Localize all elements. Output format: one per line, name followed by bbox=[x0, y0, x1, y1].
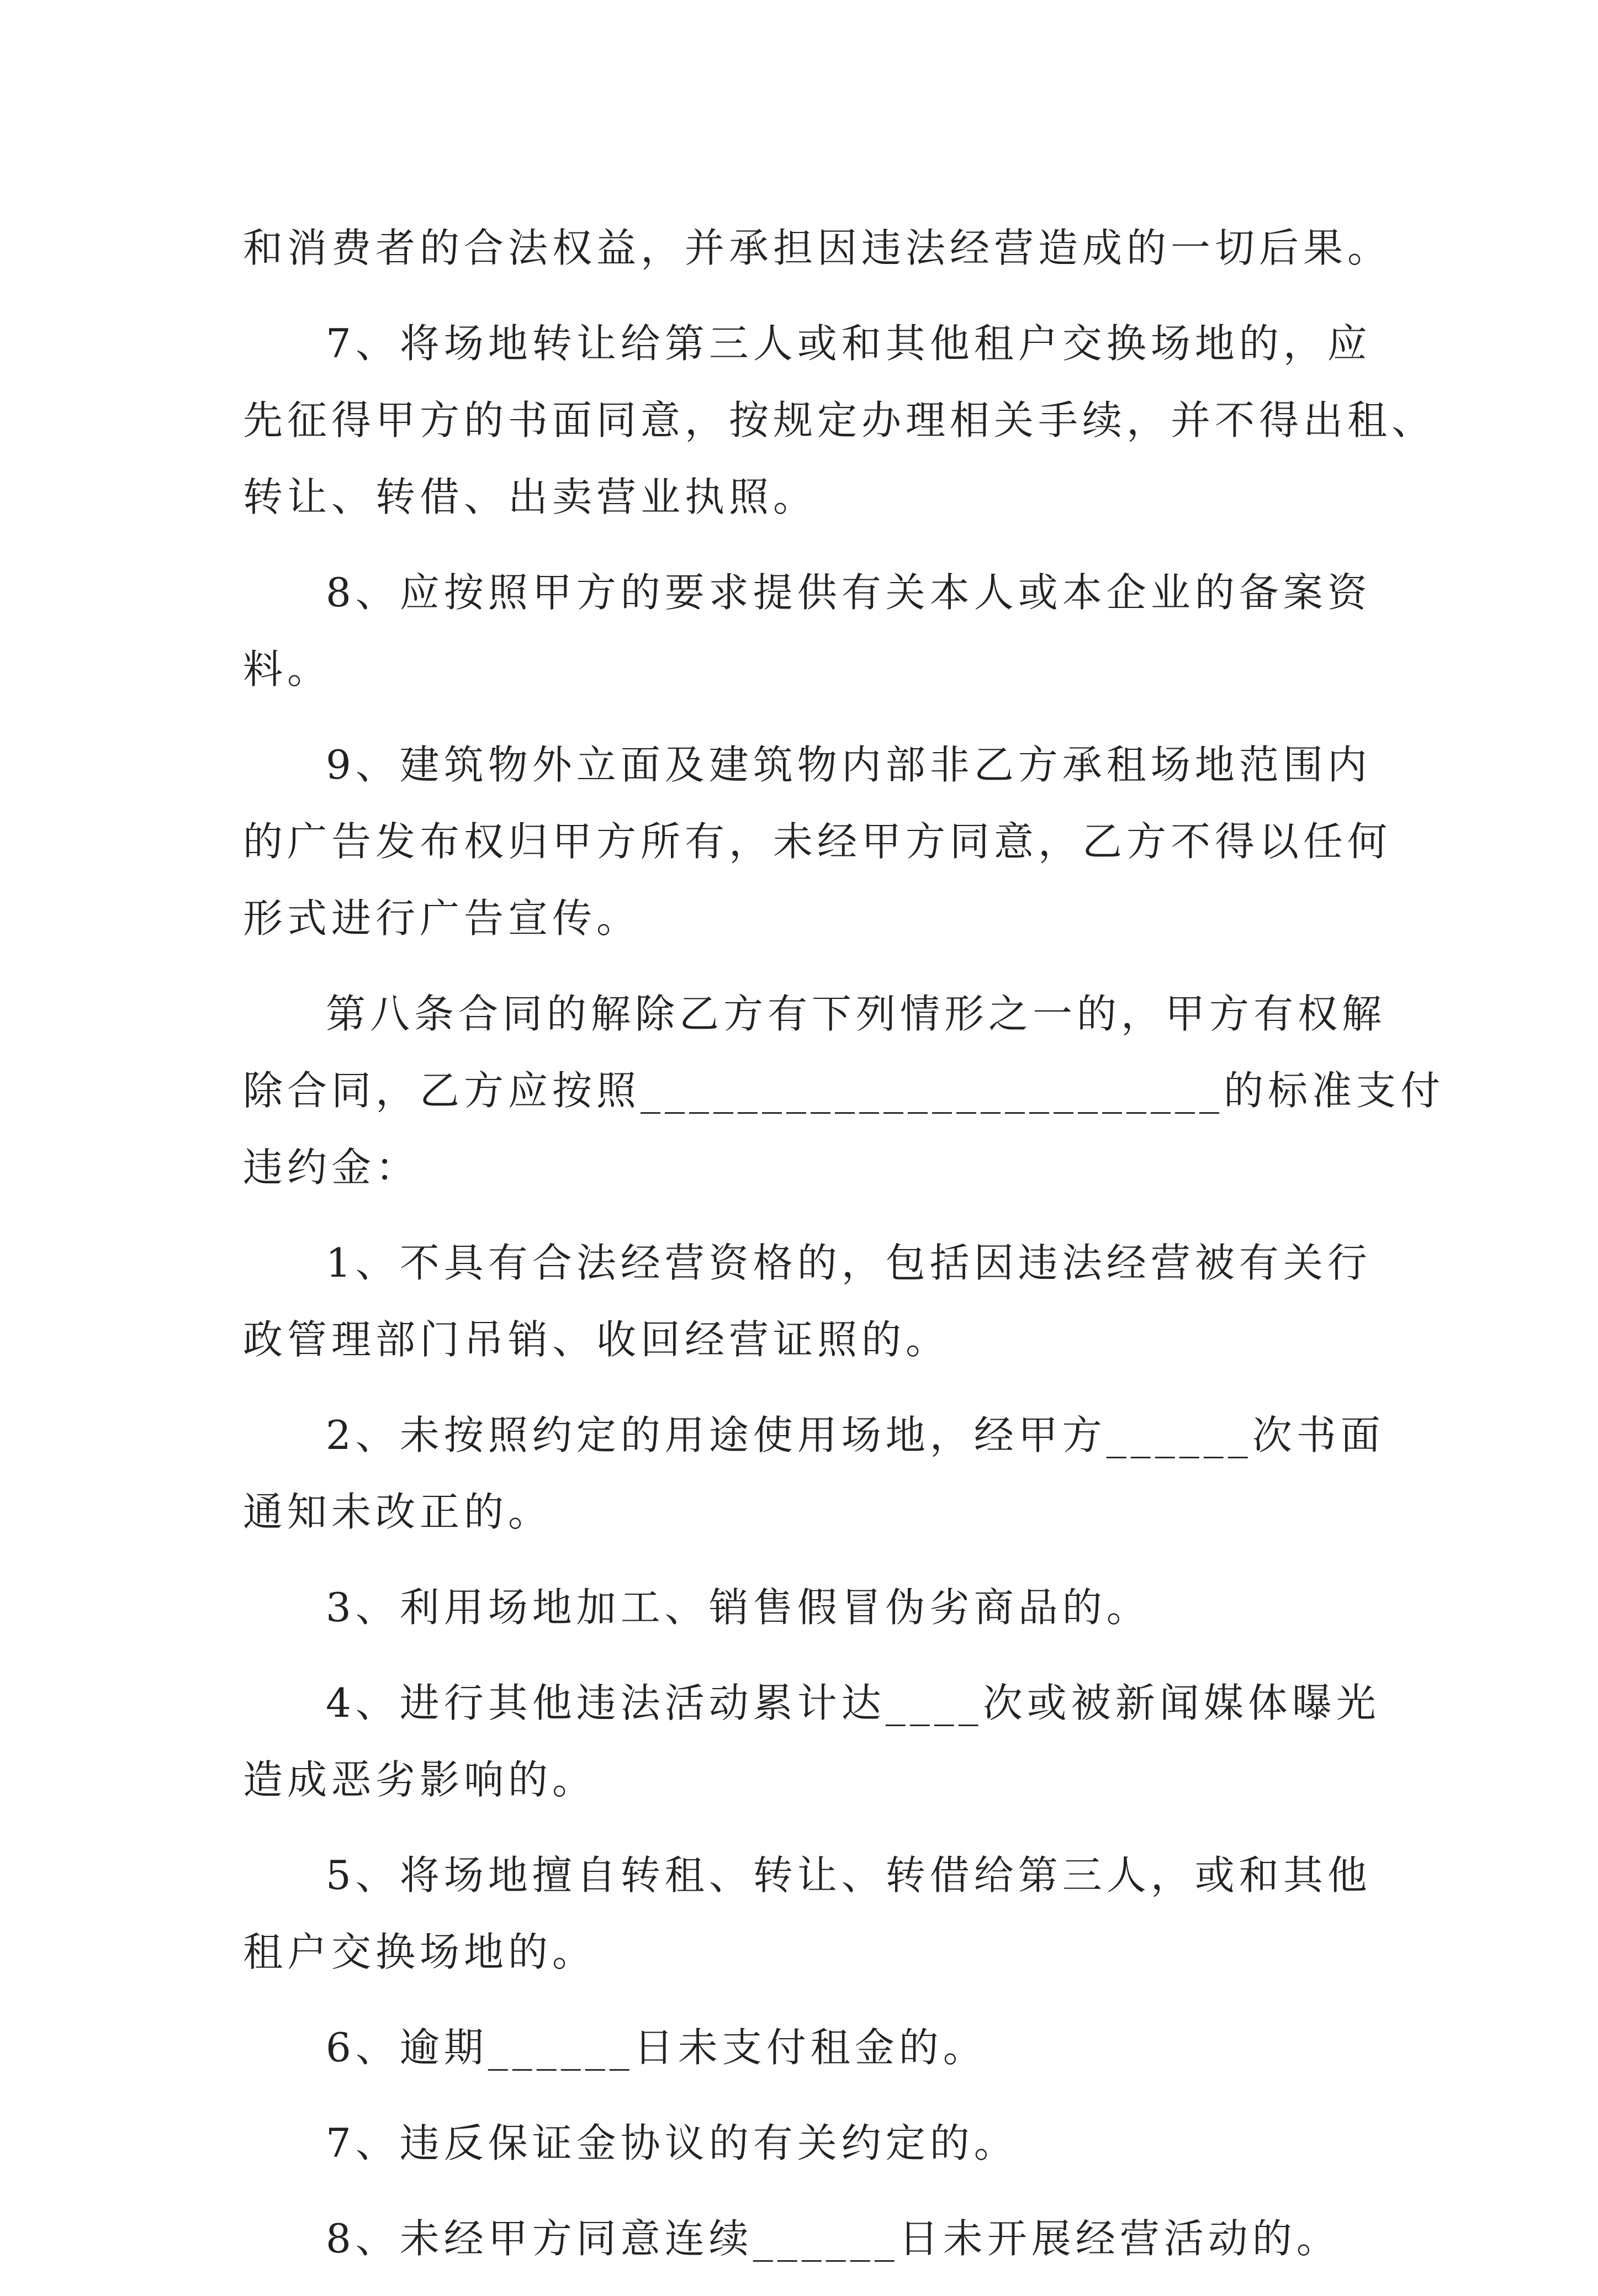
text-line: 除合同，乙方应按照________________________的标准支付 bbox=[243, 1067, 1445, 1114]
paragraph bbox=[243, 1225, 1372, 1378]
text-line: 1、不具有合法经营资格的，包括因违法经营被有关行 bbox=[326, 1240, 1372, 1286]
text-line: 第八条合同的解除乙方有下列情形之一的，甲方有权解 bbox=[326, 991, 1387, 1037]
text-line: 政管理部门吊销、收回经营证照的。 bbox=[243, 1316, 950, 1363]
paragraph bbox=[243, 976, 1445, 1206]
paragraph bbox=[243, 2009, 1369, 2086]
text-line: 7、将场地转让给第三人或和其他租户交换场地的，应 bbox=[326, 320, 1372, 367]
document-page bbox=[243, 210, 1445, 2296]
text-line: 料。 bbox=[243, 646, 332, 692]
paragraph bbox=[243, 1837, 1372, 1991]
paragraph bbox=[243, 554, 1372, 708]
text-line: 租户交换场地的。 bbox=[243, 1929, 597, 1975]
text-line: 通知未改正的。 bbox=[243, 1489, 553, 1535]
text-line: 造成恶劣影响的。 bbox=[243, 1757, 597, 1803]
text-line: 9、建筑物外立面及建筑物内部非乙方承租场地范围内 bbox=[326, 742, 1372, 788]
paragraph bbox=[243, 305, 1436, 536]
text-line: 和消费者的合法权益，并承担因违法经营造成的一切后果。 bbox=[243, 225, 1392, 271]
paragraph bbox=[243, 2105, 1369, 2182]
paragraph bbox=[243, 2200, 1369, 2277]
text-line: 违约金： bbox=[243, 1144, 420, 1191]
text-line: 5、将场地擅自转租、转让、转借给第三人，或和其他 bbox=[326, 1852, 1372, 1898]
text-line: 的广告发布权归甲方所有，未经甲方同意，乙方不得以任何 bbox=[243, 818, 1392, 865]
paragraph bbox=[243, 727, 1392, 957]
paragraph bbox=[243, 1569, 1369, 1646]
text-line: 2、未按照约定的用途使用场地，经甲方______次书面 bbox=[326, 1412, 1385, 1458]
text-line: 转让、转借、出卖营业执照。 bbox=[243, 474, 818, 520]
text-line: 8、未经甲方同意连续______日未开展经营活动的。 bbox=[326, 2215, 1341, 2262]
text-line: 3、利用场地加工、销售假冒伪劣商品的。 bbox=[326, 1584, 1151, 1631]
paragraph bbox=[243, 1397, 1385, 1551]
text-line: 先征得甲方的书面同意，按规定办理相关手续，并不得出租、 bbox=[243, 397, 1436, 443]
text-line: 形式进行广告宣传。 bbox=[243, 895, 641, 941]
text-line: 4、进行其他违法活动累计达____次或被新闻媒体曝光 bbox=[326, 1680, 1380, 1726]
text-line: 7、违反保证金协议的有关约定的。 bbox=[326, 2120, 1018, 2166]
text-line: 6、逾期______日未支付租金的。 bbox=[326, 2024, 987, 2071]
paragraph bbox=[243, 210, 1392, 287]
document-body bbox=[243, 210, 1445, 2277]
paragraph bbox=[243, 1665, 1380, 1818]
text-line: 8、应按照甲方的要求提供有关本人或本企业的备案资 bbox=[326, 569, 1372, 616]
